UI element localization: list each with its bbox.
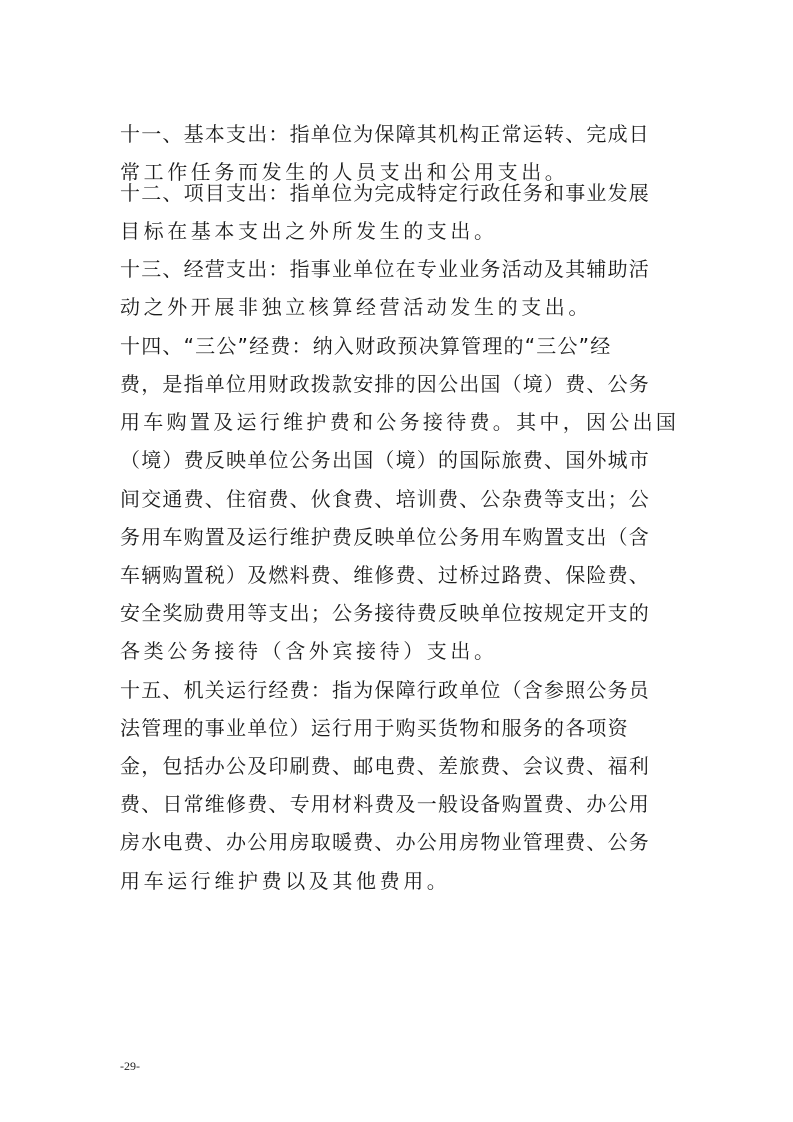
text-line: 费，是指单位用财政拨款安排的因公出国（境）费、公务 (120, 372, 650, 396)
text-line: 用车购置及运行维护费和公务接待费。其中，因公出国 (120, 410, 680, 434)
text-line: 十五、机关运行经费：指为保障行政单位（含参照公务员 (120, 678, 650, 702)
text-line: 房水电费、办公用房取暖费、办公用房物业管理费、公务 (120, 830, 650, 854)
text-line: 十四、“三公”经费：纳入财政预决算管理的“三公”经 (120, 334, 612, 358)
text-line: 十三、经营支出：指事业单位在专业业务活动及其辅助活 (120, 257, 650, 281)
text-line: 法管理的事业单位）运行用于购买货物和服务的各项资 (120, 716, 629, 740)
text-line: 务用车购置及运行维护费反映单位公务用车购置支出（含 (120, 525, 650, 549)
text-line: 金，包括办公及印刷费、邮电费、差旅费、会议费、福利 (120, 754, 650, 778)
text-line: 用车运行维护费以及其他费用。 (120, 869, 451, 893)
text-line: 常工作任务而发生的人员支出和公用支出。 (120, 160, 569, 184)
page-number: -29- (120, 1059, 140, 1073)
text-line: 费、日常维修费、专用材料费及一般设备购置费、办公用 (120, 792, 650, 816)
text-line: （境）费反映单位公务出国（境）的国际旅费、国外城市 (120, 448, 650, 472)
text-line: 间交通费、住宿费、伙食费、培训费、公杂费等支出；公 (120, 487, 650, 511)
text-line: 目标在基本支出之外所发生的支出。 (120, 219, 498, 243)
text-line: 动之外开展非独立核算经营活动发生的支出。 (120, 295, 592, 319)
text-line: 十一、基本支出：指单位为保障其机构正常运转、完成日 (120, 122, 650, 146)
text-line: 十二、项目支出：指单位为完成特定行政任务和事业发展 (120, 181, 650, 205)
text-line: 车辆购置税）及燃料费、维修费、过桥过路费、保险费、 (120, 563, 650, 587)
text-line: 各类公务接待（含外宾接待）支出。 (120, 639, 498, 663)
text-line: 安全奖励费用等支出；公务接待费反映单位按规定开支的 (120, 601, 650, 625)
